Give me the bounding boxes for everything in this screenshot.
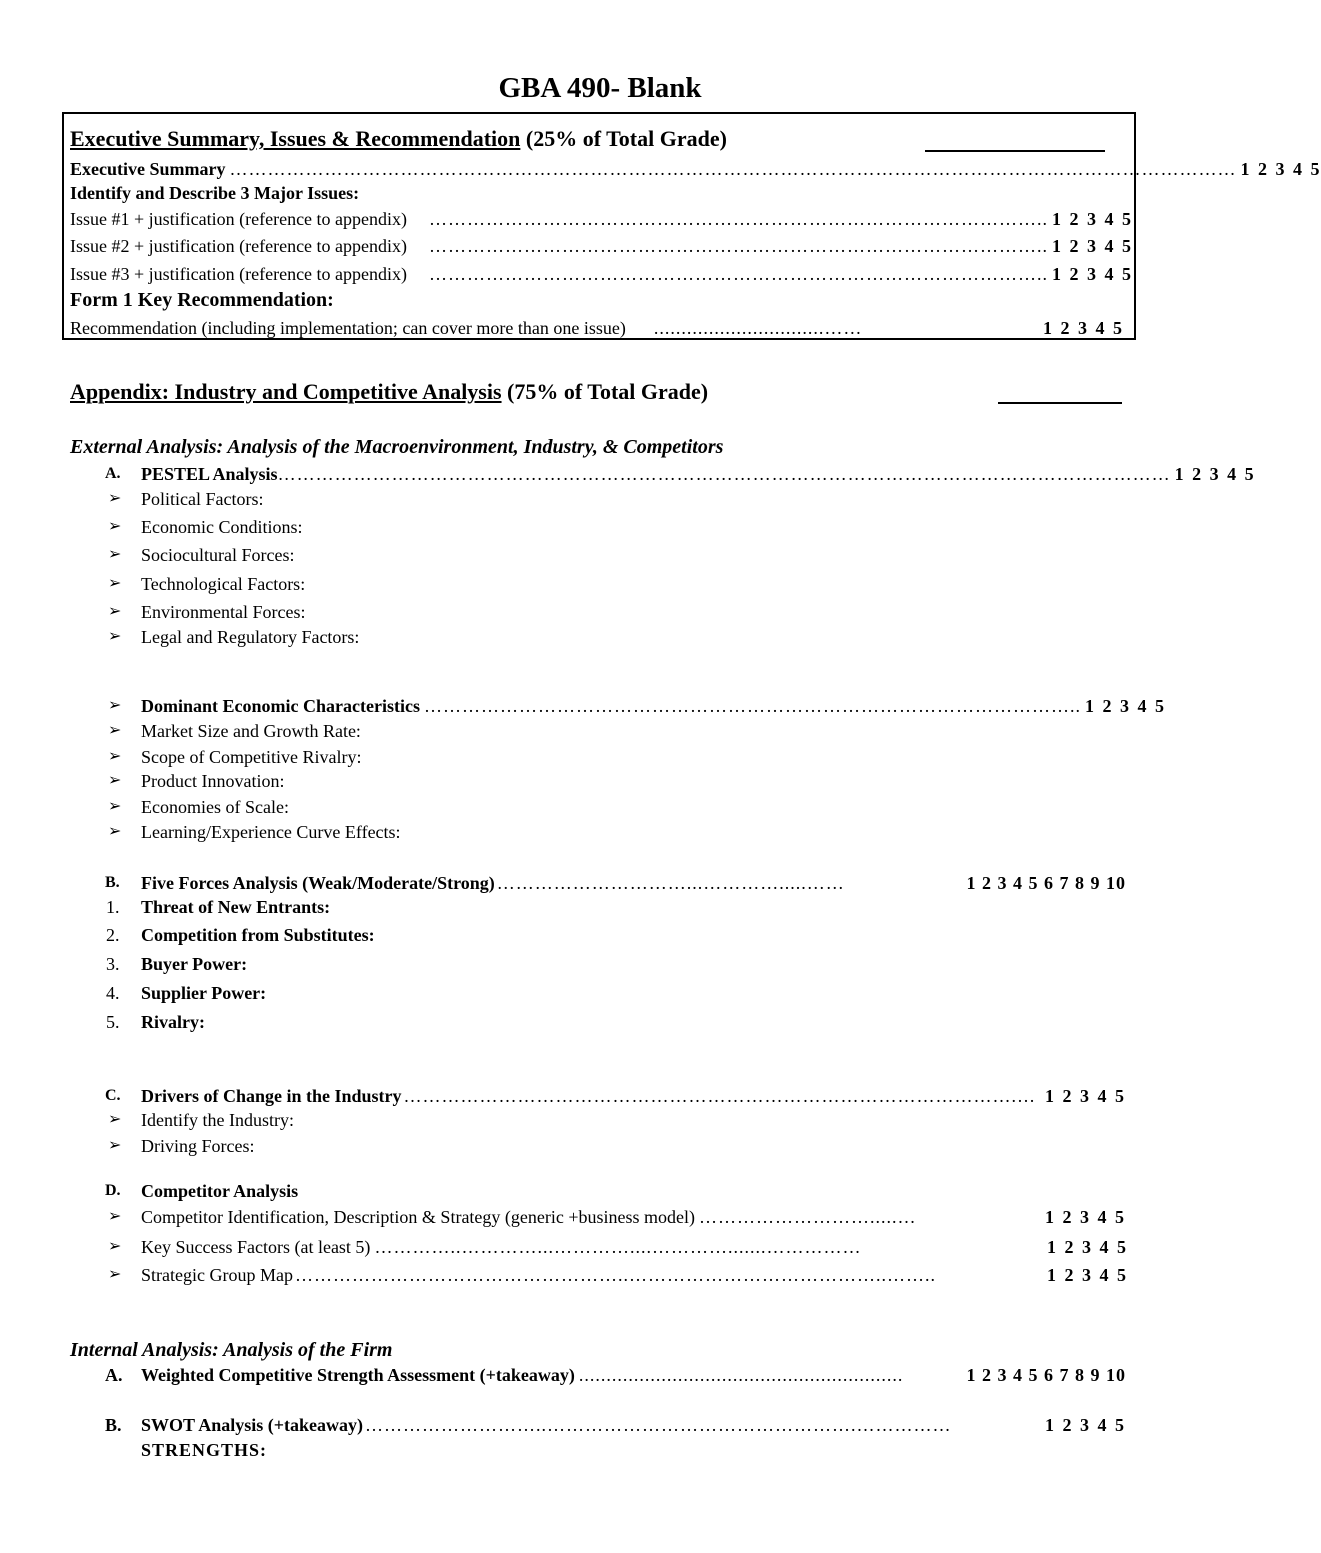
exec-weight: (25% of Total Grade) [525,126,727,151]
bullet-arrow-icon: ➢ [108,603,122,620]
score-scale: 1 2 3 4 5 [1174,464,1256,484]
bullet-arrow-icon: ➢ [108,518,122,535]
competitor-id-label: Competitor Identification, Description & Strategy (generic +business model) [141,1207,696,1227]
list-number: 4. [106,983,120,1003]
section-marker: B. [105,1415,122,1435]
score-scale: 1 2 3 4 5 [1045,1415,1126,1435]
strategic-group-map-row [141,1264,1128,1286]
bullet-arrow-icon: ➢ [108,748,122,765]
leader-dots: ………………………………………………………………………………………….. [423,696,1081,716]
leader-dots: …………..…………...…………....………….......…………… [374,1237,862,1257]
exec-heading-row [70,126,727,152]
list-item: Threat of New Entrants: [141,897,331,917]
exec-heading: Executive Summary, Issues & Recommendation [70,126,521,151]
list-number: 3. [106,954,120,974]
leader-dots: …………………………………………………………………………………………………………………………… [277,464,1171,484]
score-scale: 1 2 3 4 5 [1052,209,1134,229]
bullet-arrow-icon: ➢ [108,546,122,563]
recommendation-label: Recommendation (including implementation; can cover more than one issue) [70,318,626,338]
issue-1-row [70,208,1134,230]
bullet-arrow-icon: ➢ [108,1238,122,1255]
list-item: Driving Forces: [141,1136,255,1156]
bullet-arrow-icon: ➢ [108,722,122,739]
list-item: Competition from Substitutes: [141,925,375,945]
list-item: Political Factors: [141,489,264,509]
score-scale: 1 2 3 4 5 [1047,1237,1128,1257]
list-item: Identify the Industry: [141,1110,294,1130]
drivers-row [141,1085,1126,1107]
leader-dots: ...............................…… [653,318,863,338]
score-scale: 1 2 3 4 5 [1045,1207,1126,1227]
section-marker: A. [105,1365,123,1385]
leader-dots: …………………………………………………………………………………….. [429,264,1049,284]
list-item: Economic Conditions: [141,517,303,537]
appendix-grade-blank[interactable] [998,402,1122,404]
drivers-label: Drivers of Change in the Industry [141,1086,402,1106]
score-scale: 1 2 3 4 5 [1047,1265,1128,1285]
strategic-group-map-label: Strategic Group Map [141,1265,293,1285]
bullet-arrow-icon: ➢ [108,490,122,507]
section-marker: B. [105,874,120,891]
list-item: Sociocultural Forces: [141,545,295,565]
bullet-arrow-icon: ➢ [108,823,122,840]
leader-dots: …………………………………………………………………………………….. [429,236,1049,256]
score-scale: 1 2 3 4 5 [1052,236,1134,256]
score-scale: 1 2 3 4 5 6 7 8 9 10 [966,1365,1126,1385]
issues-subheading: Identify and Describe 3 Major Issues: [70,183,360,203]
wcsa-label: Weighted Competitive Strength Assessment (+takeaway) [141,1365,575,1385]
leader-dots: ........................................................... [578,1365,904,1385]
list-item: Economies of Scale: [141,797,289,817]
external-heading: External Analysis: Analysis of the Macroenvironment, Industry, & Competitors [70,436,724,458]
swot-row [141,1414,1126,1436]
issue-3-row [70,263,1134,285]
list-item: Buyer Power: [141,954,248,974]
swot-label: SWOT Analysis (+takeaway) [141,1415,363,1435]
bullet-arrow-icon: ➢ [108,1208,122,1225]
score-scale: 1 2 3 4 5 6 7 8 9 10 [966,873,1126,893]
list-item: Learning/Experience Curve Effects: [141,822,401,842]
issue-3-label: Issue #3 + justification (reference to appendix) [70,264,408,284]
strengths-label: STRENGTHS: [141,1440,268,1460]
pestel-row [141,463,1256,485]
list-number: 2. [106,925,120,945]
issue-2-label: Issue #2 + justification (reference to appendix) [70,236,408,256]
issue-2-row [70,235,1134,257]
leader-dots: ………………………..………………………………………….…………… [364,1415,952,1435]
appendix-heading: Appendix: Industry and Competitive Analysis [70,379,502,404]
competitor-analysis-label: Competitor Analysis [141,1181,299,1201]
score-scale: 1 2 3 4 5 [1240,159,1321,179]
section-marker: A. [105,465,121,482]
list-item: Scope of Competitive Rivalry: [141,747,362,767]
five-forces-row [141,872,1126,894]
appendix-weight: (75% of Total Grade) [507,379,709,404]
list-item: Rivalry: [141,1012,205,1032]
exec-summary-label: Executive Summary [70,159,226,179]
exec-grade-blank[interactable] [925,150,1105,152]
list-item: Market Size and Growth Rate: [141,721,361,741]
recommendation-subheading: Form 1 Key Recommendation: [70,289,334,311]
internal-heading: Internal Analysis: Analysis of the Firm [70,1339,393,1361]
key-success-factors-label: Key Success Factors (at least 5) [141,1237,371,1257]
bullet-arrow-icon: ➢ [108,1111,122,1128]
pestel-label: PESTEL Analysis [141,464,278,484]
leader-dots: …………………………………………………………………………………….… [403,1086,1037,1106]
dominant-economics-label: Dominant Economic Characteristics [141,696,420,716]
list-item: Technological Factors: [141,574,306,594]
bullet-arrow-icon: ➢ [108,628,122,645]
leader-dots: …………………………………………………………………………………….. [429,209,1049,229]
list-item: Environmental Forces: [141,602,306,622]
wcsa-row [141,1364,1126,1386]
page-title: GBA 490- Blank [498,72,702,104]
leader-dots: …………………………………………………………………………………………………………………………………………… [229,159,1237,179]
list-number: 5. [106,1012,120,1032]
list-item: Product Innovation: [141,771,285,791]
score-scale: 1 2 3 4 5 [1052,264,1134,284]
competitor-id-row [141,1206,1126,1228]
bullet-arrow-icon: ➢ [108,697,122,714]
score-scale: 1 2 3 4 5 [1045,1086,1126,1106]
exec-summary-row [70,158,1321,180]
recommendation-row [70,317,1124,339]
dominant-economics-row [141,695,1166,717]
leader-dots: ……………………….....… [699,1207,917,1227]
leader-dots: …………………………...………….....…… [496,873,845,893]
list-item: Legal and Regulatory Factors: [141,627,360,647]
section-marker: C. [105,1087,121,1104]
section-marker: D. [105,1182,121,1199]
leader-dots: ……………………………………………..…………………………………..…….. [294,1265,936,1285]
list-item: Supplier Power: [141,983,267,1003]
key-success-factors-row [141,1236,1128,1258]
score-scale: 1 2 3 4 5 [1084,696,1166,716]
bullet-arrow-icon: ➢ [108,772,122,789]
list-number: 1. [106,897,120,917]
bullet-arrow-icon: ➢ [108,1266,122,1283]
bullet-arrow-icon: ➢ [108,1137,122,1154]
five-forces-label: Five Forces Analysis (Weak/Moderate/Strong) [141,873,495,893]
appendix-heading-row [70,379,708,405]
bullet-arrow-icon: ➢ [108,575,122,592]
score-scale: 1 2 3 4 5 [1043,318,1124,338]
issue-1-label: Issue #1 + justification (reference to appendix) [70,209,408,229]
bullet-arrow-icon: ➢ [108,798,122,815]
